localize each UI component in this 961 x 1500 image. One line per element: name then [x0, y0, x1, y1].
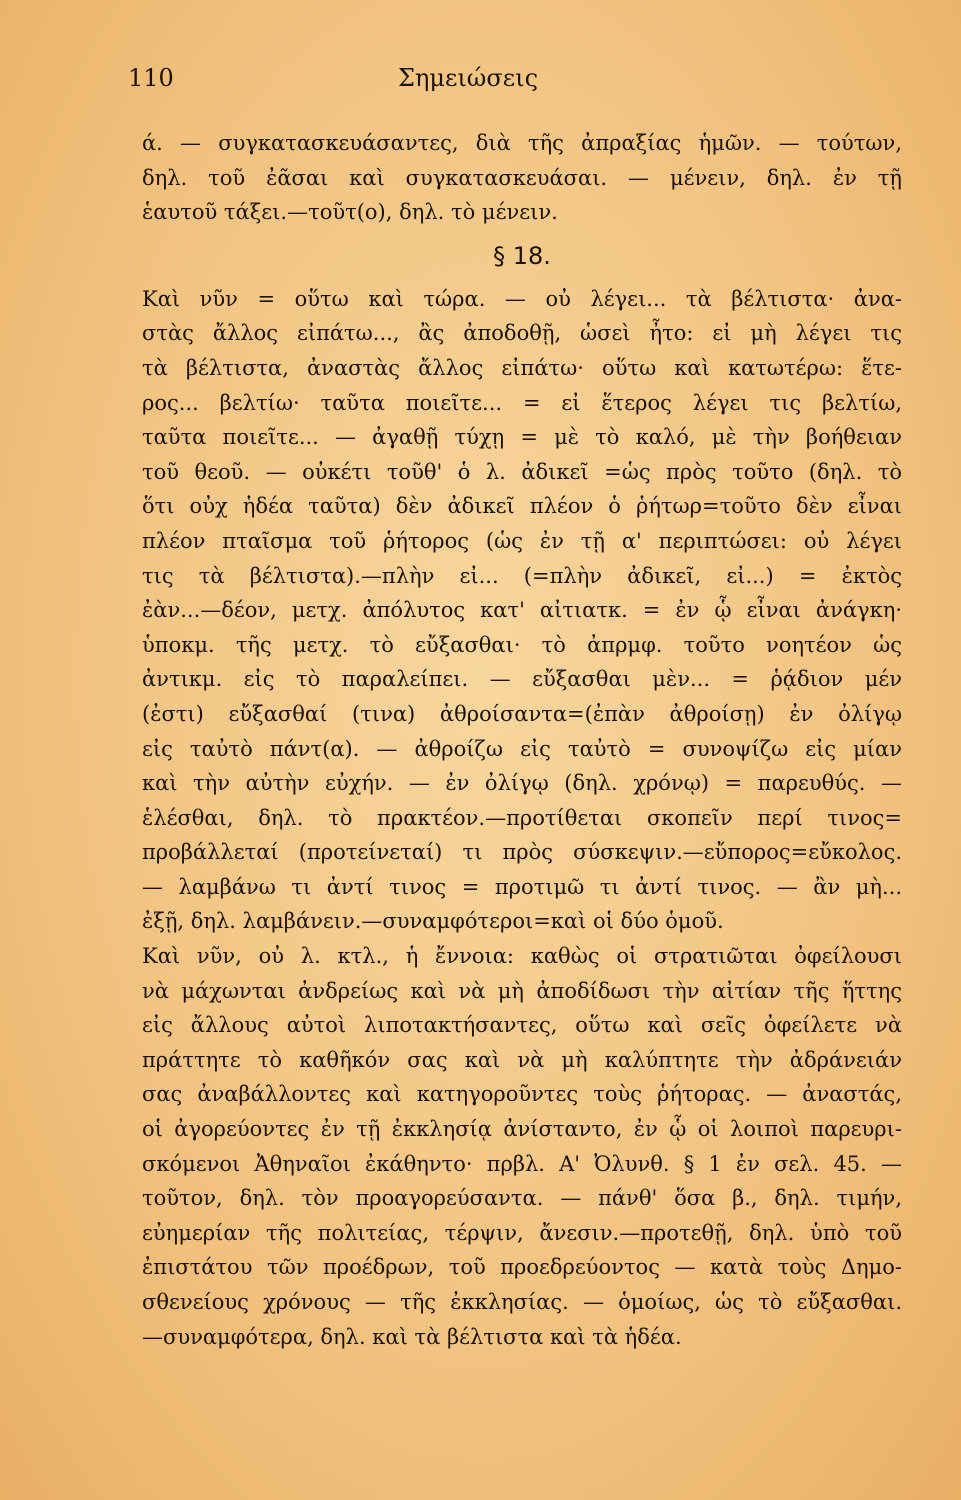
text-line: ἐὰν...—δέον, μετχ. ἀπόλυτος κατ' αἰτιατκ. = ἐν ᾧ εἶναι ἀνάγκη· [142, 598, 902, 623]
text-line: ά. — συγκατασκευάσαντες, διὰ τῆς ἀπραξίας ἡμῶν. — τούτων, [142, 131, 902, 155]
text-line: Καὶ νῦν = οὕτω καὶ τώρα. — οὐ λέγει... τὰ βέλτιστα· ἀνα- [142, 286, 902, 311]
page-header [128, 64, 908, 104]
text-line: νὰ μάχωνται ἀνδρείως καὶ νὰ μὴ ἀποδίδωσι τὴν αἰτίαν τῆς ἥττης [142, 978, 902, 1003]
text-line: τὰ βέλτιστα, ἀναστὰς ἄλλος εἰπάτω· οὕτω καὶ κατωτέρω: ἕτε- [142, 355, 902, 380]
text-line: ἀντικμ. εἰς τὸ παραλείπει. — εὔξασθαι μὲν... = ῥᾴδιον μέν [142, 667, 902, 692]
section-heading: § 18. [493, 241, 551, 270]
text-line: ἑαυτοῦ τάξει.—τοῦτ(ο), δηλ. τὸ μένειν. [142, 200, 558, 225]
text-line: τοῦτον, δηλ. τὸν προαγορεύσαντα. — πάνθ' ὅσα β., δηλ. τιμήν, [142, 1186, 902, 1211]
text-line: ἑλέσθαι, δηλ. τὸ πρακτέον.—προτίθεται σκοπεῖν περί τινος= [142, 805, 902, 830]
text-line: στὰς ἄλλος εἰπάτω..., ἂς ἀποδοθῇ, ὡσεὶ ἦτο: εἰ μὴ λέγει τις [142, 321, 902, 346]
text-line: καὶ τὴν αὐτὴν εὐχήν. — ἐν ὀλίγῳ (δηλ. χρόνῳ) = παρευθύς. — [142, 771, 902, 796]
text-line: πράττητε τὸ καθῆκόν σας καὶ νὰ μὴ καλύπτητε τὴν ἀδράνειάν [142, 1047, 902, 1072]
text-line: εἰς ἄλλους αὐτοὶ λιποτακτήσαντες, οὕτω καὶ σεῖς ὀφείλετε νὰ [142, 1013, 902, 1038]
text-line: πλέον πταῖσμα τοῦ ῥήτορος (ὡς ἐν τῇ α' περιπτώσει: οὐ λέγει [142, 528, 902, 553]
text-line: ταῦτα ποιεῖτε... — ἀγαθῇ τύχῃ = μὲ τὸ καλό, μὲ τὴν βοήθειαν [142, 425, 902, 450]
text-line: — λαμβάνω τι ἀντί τινος = προτιμῶ τι ἀντί τινος. — ἂν μὴ... [142, 874, 902, 899]
text-line: ἐπιστάτου τῶν προέδρων, τοῦ προεδρεύοντος — κατὰ τοὺς Δημο- [142, 1255, 902, 1280]
text-line: ὅτι οὐχ ἡδέα ταῦτα) δὲν ἀδικεῖ πλέον ὁ ῥήτωρ=τοῦτο δὲν εἶναι [142, 494, 902, 519]
text-line: —συναμφότερα, δηλ. καὶ τὰ βέλτιστα καὶ τὰ ἡδέα. [142, 1324, 682, 1349]
text-line: (ἐστι) εὔξασθαί (τινα) ἀθροίσαντα=(ἐπὰν ἀθροίσῃ) ἐν ὀλίγῳ [142, 701, 902, 726]
text-line: σκόμενοι Ἀθηναῖοι ἐκάθηντο· πρβλ. Α' Ὀλυνθ. § 1 ἐν σελ. 45. — [142, 1151, 902, 1176]
text-line: τις τὰ βέλτιστα).—πλὴν εἰ... (=πλὴν ἀδικεῖ, εἰ...) = ἐκτὸς [142, 563, 902, 588]
notes-text [142, 126, 902, 1354]
text-line: προβάλλεταί (προτείνεταί) τι πρὸς σύσκεψιν.—εὔπορος=εὔκολος. [142, 840, 902, 865]
text-line: οἱ ἀγορεύοντες ἐν τῇ ἐκκλησίᾳ ἀνίσταντο, ἐν ᾧ οἱ λοιποὶ παρευρι- [142, 1117, 902, 1142]
text-line: ὑποκμ. τῆς μετχ. τὸ εὔξασθαι· τὸ ἀπρμφ. τοῦτο νοητέον ὡς [142, 632, 902, 657]
page-number: 110 [128, 64, 174, 92]
text-line: τοῦ θεοῦ. — οὐκέτι τοῦθ' ὁ λ. ἀδικεῖ =ὡς πρὸς τοῦτο (δηλ. τὸ [142, 459, 902, 484]
running-head: Σημειώσεις [398, 64, 539, 92]
text-line: σας ἀναβάλλοντες καὶ κατηγοροῦντες τοὺς ῥήτορας. — ἀναστάς, [142, 1082, 902, 1107]
text-line: εὐημερίαν τῆς πολιτείας, τέρψιν, ἄνεσιν.—προτεθῇ, δηλ. ὑπὸ τοῦ [142, 1220, 902, 1245]
text-line: εἰς ταὐτὸ πάντ(α). — ἀθροίζω εἰς ταὐτὸ = συνοψίζω εἰς μίαν [142, 736, 902, 761]
text-line: ἐξῇ, δηλ. λαμβάνειν.—συναμφότεροι=καὶ οἱ δύο ὁμοῦ. [142, 909, 724, 934]
text-line: σθενείους χρόνους — τῆς ἐκκλησίας. — ὁμοίως, ὡς τὸ εὔξασθαι. [142, 1290, 902, 1314]
text-line: δηλ. τοῦ ἐᾶσαι καὶ συγκατασκευάσαι. — μένειν, δηλ. ἐν τῇ [142, 165, 902, 190]
text-line: Καὶ νῦν, οὐ λ. κτλ., ἡ ἔννοια: καθὼς οἱ στρατιῶται ὀφείλουσι [142, 944, 902, 969]
text-line: ρος... βελτίω· ταῦτα ποιεῖτε... = εἰ ἕτερος λέγει τις βελτίω, [142, 390, 902, 415]
